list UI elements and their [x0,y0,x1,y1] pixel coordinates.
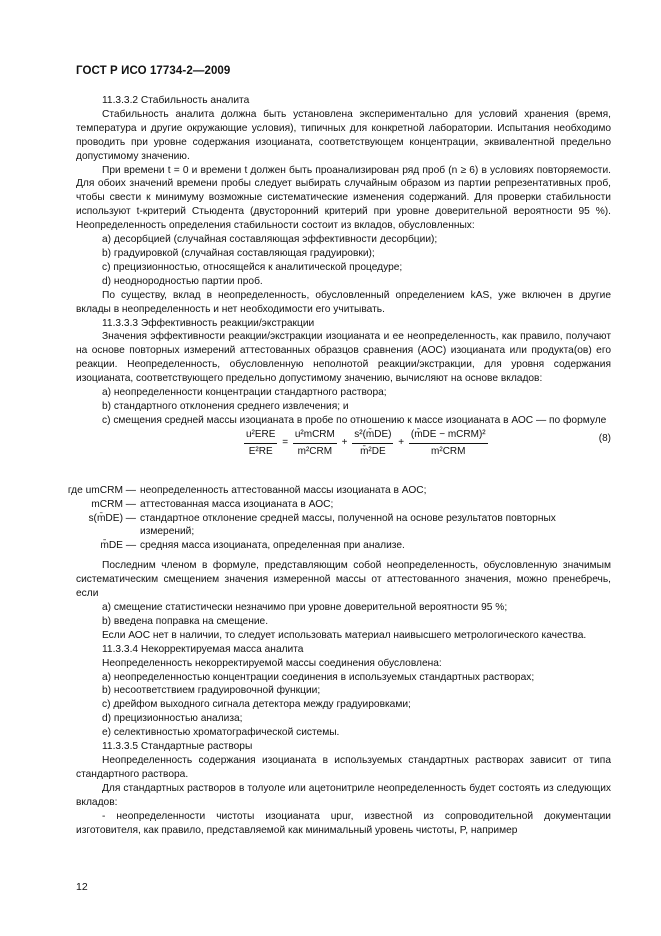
list-item: c) смещения средней массы изоцианата в пробе по отношению к массе изоцианата в АОС — по формуле [102,414,607,426]
document-header: ГОСТ Р ИСО 17734-2—2009 [76,65,231,77]
list-item: c) прецизионностью, относящейся к аналитической процедуре; [102,261,403,273]
formula-8 [76,428,611,484]
definition-desc: неопределенность аттестованной массы изоцианата в АОС; [140,484,427,496]
page-number: 12 [76,881,88,893]
list-item: d) прецизионностью анализа; [102,713,243,725]
paragraph: Последним членом в формуле, представляющим собой неопределенность, обусловленную значимым систематическим смещением значения измеренной массы от аттестованного значения, можно пренебречь, если [76,560,611,600]
section-title: 11.3.3.3 Эффективность реакции/экстракции [102,317,315,329]
section-title: 11.3.3.4 Некорректируемая масса аналита [102,643,304,655]
definition-row [66,484,611,498]
paragraph: По существу, вклад в неопределенность, обусловленный определением kAS, уже включен в другие вклады в неопределенность и нет необходимости его учитывать. [76,289,611,315]
definition-desc: аттестованная масса изоцианата в АОС; [140,498,334,510]
list-item: c) дрейфом выходного сигнала детектора между градуировками; [102,699,411,711]
formula-number: (8) [598,432,611,444]
term1-fraction [293,428,337,459]
list-item: b) несоответствием градуировочной функции; [102,685,321,697]
lhs-denominator: E²RE [248,445,273,457]
page-body [67,94,611,837]
list-item: e) селективностью хроматографической системы. [102,727,340,739]
paragraph: Неопределенность содержания изоцианата в используемых стандартных растворах зависит от типа стандартного раствора. [76,754,611,780]
term3-fraction [409,428,488,459]
list-item: a) неопределенностью концентрации соединения в используемых стандартных растворах; [102,671,535,683]
paragraph: Для стандартных растворов в толуоле или ацетонитриле неопределенность будет состоять из следующих вкладов: [76,782,611,808]
formula-body [244,428,524,484]
paragraph: При времени t = 0 и времени t должен быть проанализирован ряд проб (n ≥ 6) в условиях повторяемости. Для обоих значений времени пробы следует выбирать случайным образом из партии репрезентативных проб, чтобы свести к минимуму возможные систематические изменения содержаний. Для проверки стабильности используют t-критерий Стьюдента (двусторонний критерий при уровне доверительной вероятности 95 %). Неопределенность определения стабильности состоит из вкладов, обусловленных: [76,164,611,232]
term2-numerator: s²(m̄DE) [352,428,393,444]
definition-row [66,539,611,553]
term2-denominator: m̄²DE [360,445,386,457]
definition-term: m̄DE — [100,540,136,552]
definition-row [66,512,611,540]
definition-term: s(m̄DE) — [88,512,136,524]
term1-denominator: m²CRM [297,445,333,457]
definition-desc: стандартное отклонение средней массы, полученной на основе результатов повторных измерений; [140,512,556,538]
definition-row [66,498,611,512]
term3-denominator: m²CRM [431,445,466,457]
section-title: 11.3.3.5 Стандартные растворы [102,741,253,753]
plus-sign: + [398,437,405,449]
term2-fraction [352,428,393,459]
lhs-fraction [244,428,277,459]
paragraph: Если АОС нет в наличии, то следует использовать материал наивысшего метрологического качества. [102,629,587,641]
term3-numerator: (m̄DE − mCRM)² [409,428,488,444]
list-item: a) десорбцией (случайная составляющая эффективности десорбции); [102,234,438,246]
list-item: a) смещение статистически незначимо при уровне доверительной вероятности 95 %; [102,602,508,613]
paragraph: - неопределенности чистоты изоцианата upur, известной из сопроводительной документации изготовителя, как правило, представляемой как минимальный уровень чистоты, P, например [76,810,611,836]
paragraph: Неопределенность некорректируемой массы соединения обусловлена: [102,657,442,669]
definition-term: mCRM — [91,498,136,510]
term1-numerator: u²mCRM [293,428,337,444]
lhs-numerator: u²ERE [244,428,277,444]
list-item: b) введена поправка на смещение. [102,615,269,627]
list-item: b) градуировкой (случайная составляющая градуировки); [102,247,375,259]
list-item: a) неопределенности концентрации стандартного раствора; [102,387,387,399]
paragraph: Значения эффективности реакции/экстракции изоцианата и ее неопределенность, как правило, получают на основе повторных измерений аттестованных образцов сравнения (АОС) изоцианата или продукта(ов) его реакции. Неопределенность, обусловленную неполнотой реакции/экстракции, для уровня содержания изоцианата, соответствующего предельно допустимому значению, вычисляют на основе вкладов: [76,331,611,385]
list-item: b) стандартного отклонения среднего извлечения; и [102,400,349,412]
list-item: d) неоднородностью партии проб. [102,275,263,287]
plus-sign: + [341,437,348,449]
definition-desc: средняя масса изоцианата, определенная при анализе. [140,540,405,552]
equals-sign: = [282,437,289,449]
paragraph: Стабильность аналита должна быть установлена экспериментально для условий хранения (время, температура и другие окружающие условия), типичных для конкретной лаборатории. Испытания необходимо проводить при уровне содержания изоцианата, соответствующем концентрации, эквивалентной предельно допустимому значению. [76,108,611,162]
section-title: 11.3.3.2 Стабильность аналита [102,95,250,106]
definition-term: где umCRM — [67,484,136,496]
